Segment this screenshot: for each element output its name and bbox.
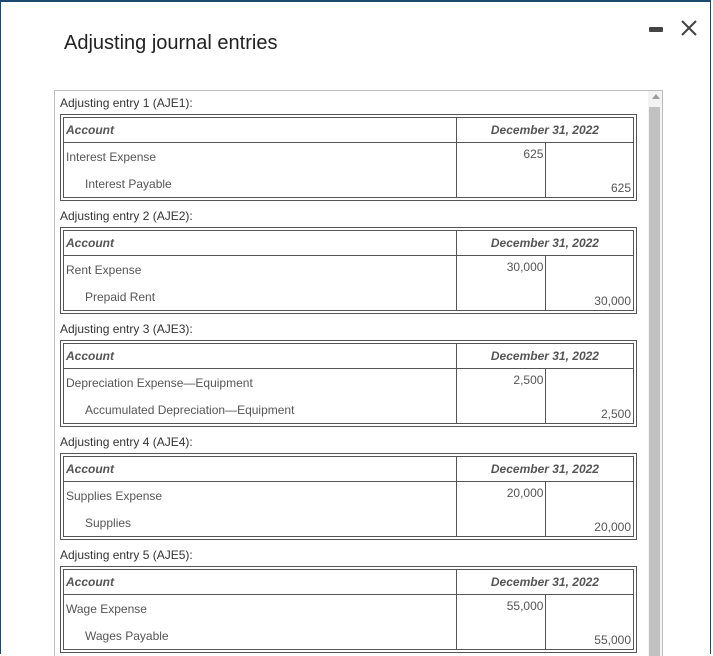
credit-cell-empty [546,256,634,285]
debit-account: Interest Expense [64,143,457,172]
dialog-title: Adjusting journal entries [64,32,278,54]
debit-amount: 20,000 [456,482,546,511]
minimize-icon[interactable] [649,27,663,32]
journal-table [60,114,637,201]
entry-label: Adjusting entry 2 (AJE2): [60,209,193,223]
debit-account: Depreciation Expense—Equipment [64,369,457,398]
entry-aje4 [60,434,637,540]
debit-cell-empty [456,510,546,537]
entry-aje3 [60,321,637,427]
date-header: December 31, 2022 [456,118,633,143]
entry-label: Adjusting entry 1 (AJE1): [60,96,193,110]
account-header: Account [64,118,457,143]
journal-table [60,453,637,540]
journal-table [60,227,637,314]
credit-account: Supplies [64,510,457,537]
date-header: December 31, 2022 [456,457,633,482]
debit-account: Supplies Expense [64,482,457,511]
entry-label: Adjusting entry 5 (AJE5): [60,548,193,562]
vertical-scrollbar[interactable] [648,91,662,656]
entries-panel [54,90,663,656]
credit-amount: 2,500 [546,397,634,424]
debit-cell-empty [456,171,546,198]
account-header: Account [64,231,457,256]
debit-amount: 625 [456,143,546,172]
credit-account: Prepaid Rent [64,284,457,311]
debit-amount: 55,000 [456,595,546,624]
credit-account: Wages Payable [64,623,457,650]
debit-cell-empty [456,397,546,424]
credit-amount: 625 [546,171,634,198]
entry-label: Adjusting entry 4 (AJE4): [60,435,193,449]
credit-cell-empty [546,595,634,624]
entry-aje5 [60,547,637,653]
account-header: Account [64,344,457,369]
scroll-up-icon[interactable] [652,94,660,99]
date-header: December 31, 2022 [456,231,633,256]
debit-cell-empty [456,623,546,650]
debit-cell-empty [456,284,546,311]
credit-amount: 55,000 [546,623,634,650]
credit-account: Accumulated Depreciation—Equipment [64,397,457,424]
entry-aje2 [60,208,637,314]
credit-cell-empty [546,369,634,398]
account-header: Account [64,570,457,595]
journal-table [60,340,637,427]
debit-amount: 2,500 [456,369,546,398]
credit-amount: 30,000 [546,284,634,311]
account-header: Account [64,457,457,482]
credit-cell-empty [546,143,634,172]
close-icon[interactable] [677,16,701,40]
date-header: December 31, 2022 [456,570,633,595]
credit-cell-empty [546,482,634,511]
debit-account: Rent Expense [64,256,457,285]
scrollbar-thumb[interactable] [649,107,660,656]
credit-account: Interest Payable [64,171,457,198]
entry-label: Adjusting entry 3 (AJE3): [60,322,193,336]
credit-amount: 20,000 [546,510,634,537]
debit-amount: 30,000 [456,256,546,285]
date-header: December 31, 2022 [456,344,633,369]
entry-aje1 [60,95,637,201]
journal-table [60,566,637,653]
debit-account: Wage Expense [64,595,457,624]
